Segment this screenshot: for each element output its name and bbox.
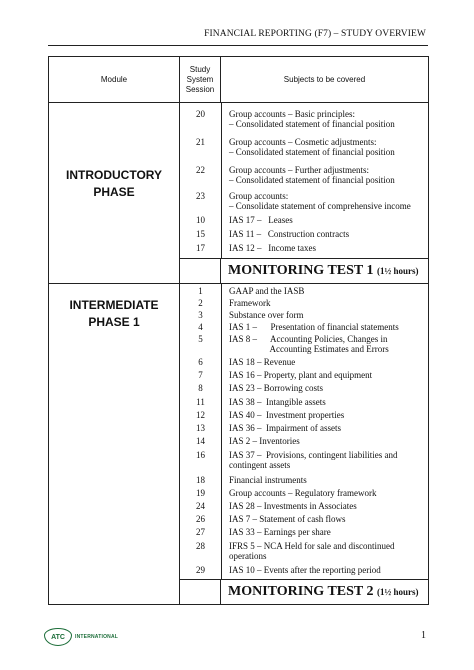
row-spacer — [180, 575, 428, 579]
subject-text: IAS 40 – Investment properties — [229, 410, 345, 420]
subject-text: IAS 8 – Accounting Policies, Changes in Accounting Estimates and Errors — [229, 334, 389, 354]
document-header-title: FINANCIAL REPORTING (F7) – STUDY OVERVIEW — [204, 29, 426, 39]
subject-text: IAS 38 – Intangible assets — [229, 397, 326, 407]
session-number: 1 — [180, 284, 222, 296]
subject-text: Financial instruments — [229, 475, 307, 485]
subject-text: Framework — [229, 298, 271, 308]
subject-text: IAS 18 – Revenue — [229, 357, 296, 367]
session-number: 8 — [180, 380, 222, 393]
table-row — [180, 393, 428, 407]
session-number: 4 — [180, 320, 222, 332]
session-number: 12 — [180, 407, 222, 420]
session-number: 15 — [180, 225, 222, 239]
table-row — [180, 332, 428, 354]
module-cell — [49, 103, 180, 284]
study-overview-table — [48, 56, 429, 605]
subject-text: IAS 28 – Investments in Associates — [229, 501, 357, 511]
module-name: INTRODUCTORY PHASE — [66, 168, 162, 199]
subject-text: IAS 11 – Construction contracts — [229, 229, 350, 239]
monitoring-session-cell — [180, 580, 221, 605]
spacer-cell — [180, 253, 222, 258]
table-row — [180, 433, 428, 446]
monitoring-test-label: MONITORING TEST 1 — [228, 263, 374, 278]
session-number: 10 — [180, 211, 222, 225]
subject-text: Group accounts – Cosmetic adjustments: – Consolidated statement of financial position — [229, 137, 395, 157]
session-number: 11 — [180, 393, 222, 407]
table-row — [180, 485, 428, 498]
table-row — [180, 367, 428, 380]
subject-text: IAS 2 – Inventories — [229, 436, 300, 446]
table-row — [180, 296, 428, 308]
session-number: 28 — [180, 537, 222, 561]
monitoring-test-duration: (1½ hours) — [377, 587, 419, 597]
table-row — [180, 470, 428, 485]
section-row — [49, 284, 429, 580]
session-number: 22 — [180, 157, 222, 185]
spacer-cell — [180, 575, 222, 579]
subject-text: IAS 37 – Provisions, contingent liabilities and contingent assets — [229, 450, 398, 470]
monitoring-session-cell — [180, 259, 221, 284]
table-row — [180, 103, 428, 129]
table-row — [180, 185, 428, 211]
logo-text: INTERNATIONAL — [75, 634, 119, 640]
session-list — [180, 103, 429, 259]
row-spacer — [180, 253, 428, 258]
subject-text: Group accounts: – Consolidate statement of comprehensive income — [229, 191, 411, 211]
table-row — [180, 511, 428, 524]
session-column-header: Study System Session — [180, 57, 221, 103]
table-row — [180, 420, 428, 433]
subject-text: Group accounts – Regulatory framework — [229, 488, 377, 498]
subject-text: IAS 12 – Income taxes — [229, 243, 316, 253]
module-column-header: Module — [49, 57, 180, 103]
subject-text: IAS 23 – Borrowing costs — [229, 383, 323, 393]
header-rule — [48, 45, 428, 46]
table-row — [180, 380, 428, 393]
session-number: 13 — [180, 420, 222, 433]
atc-logo-icon: ATC — [44, 628, 72, 646]
subject-text: IAS 7 – Statement of cash flows — [229, 514, 346, 524]
atc-international-logo — [44, 628, 118, 646]
session-number: 7 — [180, 367, 222, 380]
monitoring-test-cell — [221, 259, 429, 284]
session-number: 24 — [180, 498, 222, 511]
table-row — [180, 407, 428, 420]
table-row — [180, 225, 428, 239]
session-number: 18 — [180, 470, 222, 485]
session-number: 19 — [180, 485, 222, 498]
table-row — [180, 284, 428, 296]
subjects-column-header: Subjects to be covered — [221, 57, 429, 103]
page-number: 1 — [421, 630, 426, 641]
session-number: 16 — [180, 446, 222, 470]
module-cell — [49, 284, 180, 605]
table-row — [180, 446, 428, 470]
subject-text: IAS 10 – Events after the reporting period — [229, 565, 381, 575]
table-row — [180, 320, 428, 332]
subject-text: GAAP and the IASB — [229, 286, 305, 296]
session-number: 6 — [180, 354, 222, 367]
session-number: 20 — [180, 103, 222, 129]
section-row — [49, 103, 429, 259]
subject-text: IAS 36 – Impairment of assets — [229, 423, 341, 433]
table-row — [180, 561, 428, 575]
table-row — [180, 354, 428, 367]
table-row — [180, 157, 428, 185]
subject-text: IAS 1 – Presentation of financial statements — [229, 322, 399, 332]
subject-text: IFRS 5 – NCA Held for sale and discontinued operations — [229, 541, 395, 561]
session-number: 3 — [180, 308, 222, 320]
table-row — [180, 524, 428, 537]
table-header-row — [49, 57, 429, 103]
subject-text: Group accounts – Further adjustments: – Consolidated statement of financial position — [229, 165, 395, 185]
session-list — [180, 284, 429, 580]
table-row — [180, 537, 428, 561]
session-number: 2 — [180, 296, 222, 308]
table-row — [180, 129, 428, 157]
subject-text: Group accounts – Basic principles: – Consolidated statement of financial position — [229, 109, 395, 129]
table-row — [180, 211, 428, 225]
session-number: 29 — [180, 561, 222, 575]
monitoring-test-duration: (1½ hours) — [377, 266, 419, 276]
session-number: 21 — [180, 129, 222, 157]
session-number: 17 — [180, 239, 222, 253]
monitoring-test-label: MONITORING TEST 2 — [228, 584, 374, 599]
session-number: 14 — [180, 433, 222, 446]
session-number: 5 — [180, 332, 222, 354]
monitoring-test-cell — [221, 580, 429, 605]
subject-text: IAS 33 – Earnings per share — [229, 527, 331, 537]
module-name: INTERMEDIATE PHASE 1 — [69, 298, 159, 329]
subject-text: Substance over form — [229, 310, 304, 320]
session-number: 26 — [180, 511, 222, 524]
table-row — [180, 498, 428, 511]
table-row — [180, 308, 428, 320]
subject-text: IAS 16 – Property, plant and equipment — [229, 370, 373, 380]
subject-text: IAS 17 – Leases — [229, 215, 293, 225]
table-row — [180, 239, 428, 253]
session-number: 27 — [180, 524, 222, 537]
session-number: 23 — [180, 185, 222, 211]
